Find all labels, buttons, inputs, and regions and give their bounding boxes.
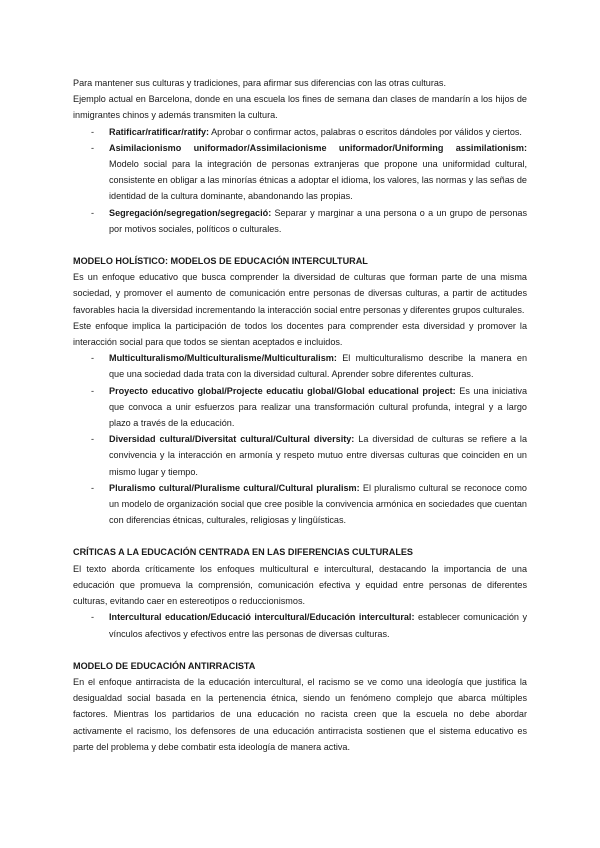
spacer	[73, 237, 527, 253]
definition: El pluralismo cultural se reconoce como un modelo de organización social que cree posible la convivencia armónica en sociedades que cuentan con diferencias étnicas, culturales, religiosas y lingüísticas.	[109, 482, 527, 526]
definition: El multiculturalismo describe la manera en que una sociedad dada trata con la diversidad cultural. Aprender sobre diferentes culturas.	[109, 353, 527, 380]
term: Proyecto educativo global/Projecte educatiu global/Global educational project:	[109, 385, 456, 396]
section-heading-antirracista: MODELO DE EDUCACIÓN ANTIRRACISTA	[73, 660, 256, 671]
list-item	[73, 431, 527, 480]
list-item	[73, 480, 527, 529]
definitions-list-2	[73, 350, 527, 528]
paragraph: En el enfoque antirracista de la educación intercultural, el racismo se ve como una ideología que justifica la desigualdad social basada en la pertenencia étnica, siendo un fenómeno complejo que abarca múltiples factores. Mientras los partidarios de una educación no racista creen que la escuela no debe abordar activamente el racismo, los defensores de una educación antirracista sostienen que el sistema educativo es parte del problema y debe combatir esta ideología de manera activa.	[73, 676, 527, 752]
definition: Aprobar o confirmar actos, palabras o escritos dándoles por válidos y ciertos.	[209, 126, 522, 137]
section-heading-holistic: MODELO HOLÍSTICO: MODELOS DE EDUCACIÓN INTERCULTURAL	[73, 256, 368, 267]
term: Diversidad cultural/Diversitat cultural/Cultural diversity:	[109, 434, 355, 445]
definitions-list-1	[73, 124, 527, 237]
term: Segregación/segregation/segregació:	[109, 207, 272, 218]
paragraph: Es un enfoque educativo que busca comprender la diversidad de culturas que forman parte de una misma sociedad, y promover el aumento de comunicación entre personas de diversas culturas, a partir de actitudes favorables hacia la diversidad incrementando la interacción social entre personas y diferentes grupos culturales.	[73, 272, 527, 315]
definition: La diversidad de culturas se refiere a la convivencia y la interacción en armonía y respeto mutuo entre diversas culturas que coinciden en un mismo lugar y tiempo.	[109, 434, 528, 477]
term: Ratificar/ratificar/ratify:	[109, 126, 210, 137]
definition: Separar y marginar a una persona o a un grupo de personas por motivos sociales, políticos o culturales.	[109, 207, 527, 234]
intro-line-1: Para mantener sus culturas y tradiciones, para afirmar sus diferencias con las otras culturas.	[73, 78, 447, 88]
list-item	[73, 140, 527, 205]
list-item	[73, 609, 527, 641]
list-item	[73, 350, 527, 382]
spacer	[73, 528, 527, 544]
paragraph: El texto aborda críticamente los enfoques multicultural e intercultural, destacando la importancia de una educación que promueva la comprensión, comunicación efectiva y equidad entre personas de diferentes culturas, evitando caer en estereotipos o reduccionismos.	[73, 563, 527, 607]
term: Pluralismo cultural/Pluralisme cultural/Cultural pluralism:	[109, 482, 360, 493]
section-heading-criticas: CRÍTICAS A LA EDUCACIÓN CENTRADA EN LAS DIFERENCIAS CULTURALES	[73, 547, 414, 558]
definition: Modelo social para la integración de personas extranjeras que propone una uniformidad cultural, consistente en obligar a las minorías étnicas a adoptar el idioma, los valores, las normas y las señas de identidad de la cultura dominante, abandonando las propias.	[109, 159, 527, 202]
list-item	[73, 124, 527, 140]
spacer	[73, 642, 527, 658]
intro-line-2: Ejemplo actual en Barcelona, donde en una escuela los fines de semana dan clases de mandarín a los hijos de inmigrantes chinos y además transmiten la cultura.	[73, 94, 527, 121]
document-page	[73, 75, 527, 755]
term: Asimilacionismo uniformador/Assimilacionisme uniformador/Uniforming assimilationism:	[109, 142, 527, 153]
list-item	[73, 383, 527, 432]
term: Multiculturalismo/Multiculturalisme/Multiculturalism:	[109, 353, 337, 364]
definitions-list-3	[73, 609, 527, 641]
definition: Es una iniciativa que convoca a unir esfuerzos para realizar una transformación cultural profunda, integral y a largo plazo a través de la educación.	[109, 385, 527, 429]
paragraph: Este enfoque implica la participación de todos los docentes para comprender esta diversidad y promover la interacción social para que todos se sientan aceptados e incluidos.	[73, 320, 527, 348]
definition: establecer comunicación y vínculos afectivos y efectivos entre las personas de diversas culturas.	[109, 612, 527, 639]
list-item	[73, 205, 527, 237]
term: Intercultural education/Educació intercultural/Educación intercultural:	[109, 612, 415, 623]
